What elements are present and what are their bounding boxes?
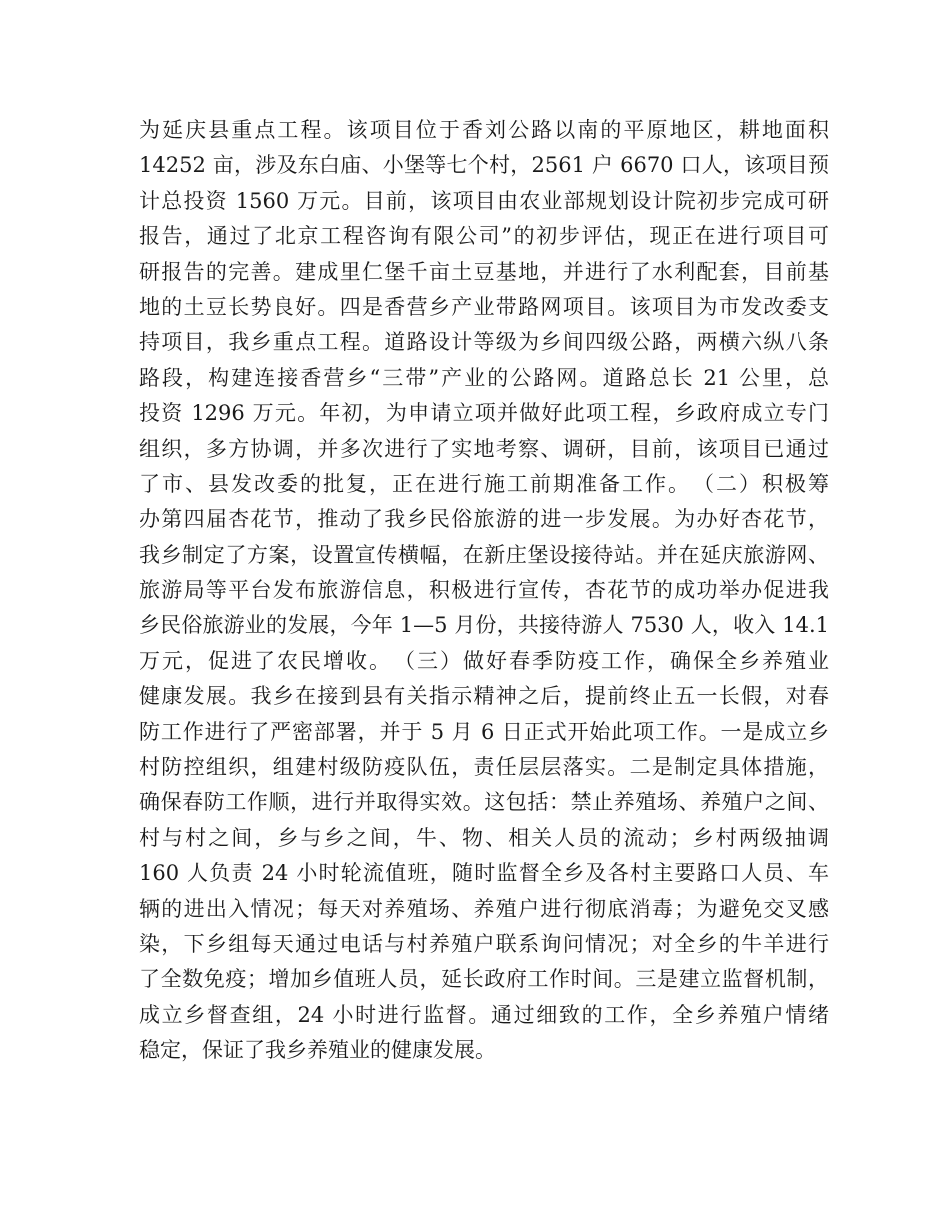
text-line: 村与村之间，乡与乡之间，牛、物、相关人员的流动；乡村两级抽调 xyxy=(139,825,829,850)
text-line: 万元，促进了农民增收。 （三）做好春季防疫工作，确保全乡养殖业 xyxy=(139,648,829,673)
text-line: 乡民俗旅游业的发展，今年 1—5 月份，共接待游人 7530 人，收入 14.1 xyxy=(139,613,829,638)
text-line: 路段，构建连接香营乡“三带”产业的公路网。道路总长 21 公里，总 xyxy=(139,365,829,390)
text-line: 计总投资 1560 万元。目前，该项目由农业部规划设计院初步完成可研 xyxy=(139,188,829,213)
text-line: 研报告的完善。建成里仁堡千亩土豆基地，并进行了水利配套，目前基 xyxy=(139,259,829,284)
text-line: 了全数免疫；增加乡值班人员，延长政府工作时间。三是建立监督机制， xyxy=(139,967,829,992)
text-line: 稳定，保证了我乡养殖业的健康发展。 xyxy=(139,1038,496,1063)
text-line: 旅游局等平台发布旅游信息，积极进行宣传，杏花节的成功举办促进我 xyxy=(139,578,829,603)
text-line: 地的土豆长势良好。四是香营乡产业带路网项目。该项目为市发改委支 xyxy=(139,294,829,319)
text-line: 染，下乡组每天通过电话与村养殖户联系询问情况；对全乡的牛羊进行 xyxy=(139,931,829,956)
text-line: 投资 1296 万元。年初，为申请立项并做好此项工程，乡政府成立专门 xyxy=(139,401,829,426)
text-line: 了市、县发改委的批复，正在进行施工前期准备工作。 （二）积极筹 xyxy=(139,471,829,496)
text-line: 健康发展。我乡在接到县有关指示精神之后，提前终止五一长假，对春 xyxy=(139,684,829,709)
text-line: 组织，多方协调，并多次进行了实地考察、调研，目前，该项目已通过 xyxy=(139,436,829,461)
body-paragraph xyxy=(139,113,829,1069)
text-line: 辆的进出入情况；每天对养殖场、养殖户进行彻底消毒；为避免交叉感 xyxy=(139,896,829,921)
text-line: 报告，通过了北京工程咨询有限公司”的初步评估，现正在进行项目可 xyxy=(139,224,829,249)
text-line: 防工作进行了严密部署，并于 5 月 6 日正式开始此项工作。一是成立乡 xyxy=(139,719,829,744)
text-line: 持项目，我乡重点工程。道路设计等级为乡间四级公路，两横六纵八条 xyxy=(139,330,829,355)
text-line: 办第四届杏花节，推动了我乡民俗旅游的进一步发展。为办好杏花节， xyxy=(139,507,829,532)
text-line: 160 人负责 24 小时轮流值班，随时监督全乡及各村主要路口人员、车 xyxy=(139,861,829,886)
text-line: 村防控组织，组建村级防疫队伍，责任层层落实。二是制定具体措施， xyxy=(139,755,829,780)
text-line: 我乡制定了方案，设置宣传横幅，在新庄堡设接待站。并在延庆旅游网、 xyxy=(139,542,829,567)
text-line: 确保春防工作顺，进行并取得实效。这包括：禁止养殖场、养殖户之间、 xyxy=(139,790,829,815)
text-line: 成立乡督查组，24 小时进行监督。通过细致的工作，全乡养殖户情绪 xyxy=(139,1002,829,1027)
text-line: 14252 亩，涉及东白庙、小堡等七个村，2561 户 6670 口人，该项目预 xyxy=(139,153,829,178)
text-line: 为延庆县重点工程。该项目位于香刘公路以南的平原地区，耕地面积 xyxy=(139,118,829,142)
